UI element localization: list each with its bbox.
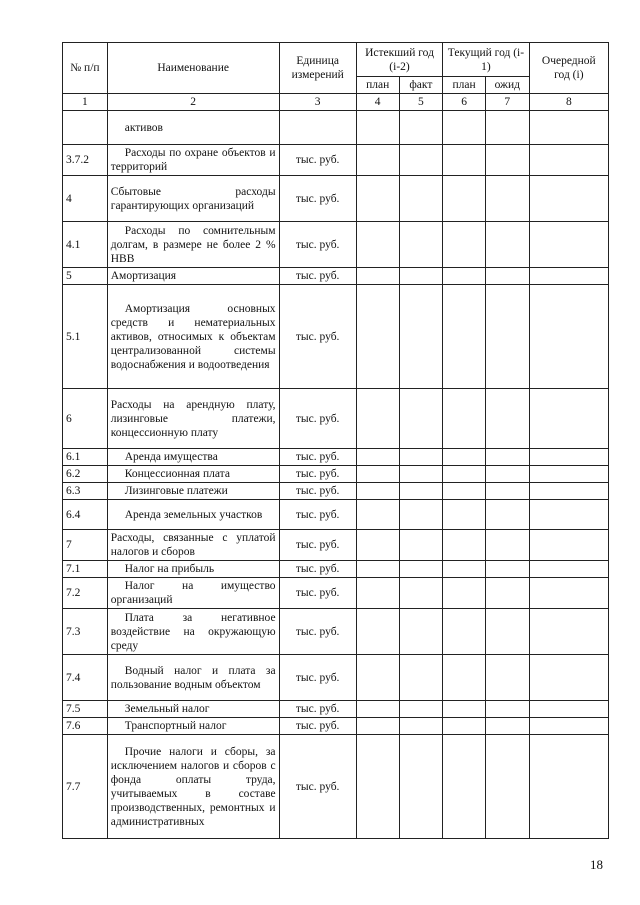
value-cell [443,389,486,449]
value-cell [356,222,399,268]
value-cell [356,578,399,609]
value-cell [443,718,486,735]
value-cell [399,268,443,285]
value-cell [529,111,608,145]
value-cell [443,222,486,268]
row-number: 7.6 [63,718,108,735]
value-cell [399,655,443,701]
col-number: 3 [279,94,356,111]
value-cell [356,655,399,701]
value-cell [485,701,529,718]
page-number: 18 [590,857,603,872]
table-row [63,609,609,655]
row-name: Амортизация основных средств и нематериальных активов, относимых к объектам централизованной системы водоснабжения и водоотведения [107,285,279,389]
value-cell [529,268,608,285]
value-cell [443,483,486,500]
row-name: Земельный налог [107,701,279,718]
value-cell [356,609,399,655]
value-cell [356,145,399,176]
row-number: 6.1 [63,449,108,466]
row-number: 7.7 [63,735,108,839]
value-cell [529,145,608,176]
row-unit: тыс. руб. [279,701,356,718]
col-number: 5 [399,94,443,111]
row-unit: тыс. руб. [279,389,356,449]
value-cell [356,111,399,145]
value-cell [399,111,443,145]
table-row [63,561,609,578]
header-name: Наименование [107,43,279,94]
row-name: Налог на имущество организаций [107,578,279,609]
value-cell [485,268,529,285]
row-number [63,111,108,145]
row-number: 7.2 [63,578,108,609]
row-number: 5.1 [63,285,108,389]
table-row [63,483,609,500]
value-cell [399,609,443,655]
row-name: Налог на прибыль [107,561,279,578]
value-cell [485,561,529,578]
value-cell [485,466,529,483]
value-cell [485,500,529,530]
value-cell [485,222,529,268]
value-cell [485,718,529,735]
value-cell [399,449,443,466]
table-row [63,578,609,609]
row-unit: тыс. руб. [279,718,356,735]
value-cell [529,655,608,701]
value-cell [529,500,608,530]
value-cell [485,530,529,561]
value-cell [356,561,399,578]
value-cell [529,578,608,609]
value-cell [485,389,529,449]
col-number: 6 [443,94,486,111]
row-unit: тыс. руб. [279,145,356,176]
header-plan-current: план [443,77,486,94]
row-unit: тыс. руб. [279,268,356,285]
col-number: 2 [107,94,279,111]
header-num: № п/п [63,43,108,94]
row-unit: тыс. руб. [279,530,356,561]
value-cell [529,483,608,500]
value-cell [485,285,529,389]
table-row [63,389,609,449]
value-cell [485,609,529,655]
row-name: Плата за негативное воздействие на окружающую среду [107,609,279,655]
value-cell [485,449,529,466]
row-name: Концессионная плата [107,466,279,483]
value-cell [356,718,399,735]
table-row [63,466,609,483]
row-name: Амортизация [107,268,279,285]
row-name: Аренда земельных участков [107,500,279,530]
value-cell [443,176,486,222]
row-unit: тыс. руб. [279,735,356,839]
value-cell [443,735,486,839]
value-cell [529,449,608,466]
table-row [63,268,609,285]
value-cell [399,222,443,268]
col-number: 8 [529,94,608,111]
table-row [63,500,609,530]
header-expected: ожид [485,77,529,94]
value-cell [443,655,486,701]
row-number: 7.1 [63,561,108,578]
value-cell [399,285,443,389]
value-cell [356,735,399,839]
row-number: 6.2 [63,466,108,483]
value-cell [356,285,399,389]
value-cell [356,449,399,466]
table-row [63,655,609,701]
value-cell [443,578,486,609]
header-fact: факт [399,77,443,94]
column-number-row [63,94,609,111]
value-cell [399,500,443,530]
row-unit: тыс. руб. [279,222,356,268]
row-name: активов [107,111,279,145]
header-next-year: Очередной год (i) [529,43,608,94]
value-cell [399,466,443,483]
value-cell [443,145,486,176]
value-cell [356,176,399,222]
col-number: 7 [485,94,529,111]
value-cell [356,530,399,561]
row-number: 3.7.2 [63,145,108,176]
table-row [63,718,609,735]
value-cell [529,285,608,389]
value-cell [529,222,608,268]
row-unit: тыс. руб. [279,285,356,389]
value-cell [356,701,399,718]
row-unit: тыс. руб. [279,449,356,466]
row-name: Прочие налоги и сборы, за исключением налогов и сборов с фонда оплаты труда, учитываемых в составе производственных, ремонтных и административных [107,735,279,839]
value-cell [399,578,443,609]
row-name: Сбытовые расходы гарантирующих организаций [107,176,279,222]
value-cell [485,735,529,839]
value-cell [399,735,443,839]
header-cur-year: Текущий год (i-1) [443,43,529,77]
row-name: Аренда имущества [107,449,279,466]
header-prev-year: Истекший год (i-2) [356,43,442,77]
row-number: 7 [63,530,108,561]
value-cell [356,268,399,285]
value-cell [399,561,443,578]
value-cell [399,701,443,718]
row-number: 7.5 [63,701,108,718]
row-number: 6 [63,389,108,449]
value-cell [399,718,443,735]
row-unit: тыс. руб. [279,578,356,609]
value-cell [485,655,529,701]
value-cell [356,500,399,530]
value-cell [399,389,443,449]
value-cell [529,466,608,483]
table-row [63,176,609,222]
row-number: 6.4 [63,500,108,530]
header-plan: план [356,77,399,94]
table-row [63,145,609,176]
expense-table [62,42,609,839]
row-unit: тыс. руб. [279,500,356,530]
row-unit [279,111,356,145]
value-cell [443,609,486,655]
value-cell [485,145,529,176]
row-number: 5 [63,268,108,285]
value-cell [485,483,529,500]
value-cell [399,483,443,500]
table-row [63,701,609,718]
table-row [63,111,609,145]
row-name: Транспортный налог [107,718,279,735]
value-cell [443,466,486,483]
value-cell [443,500,486,530]
table-body [63,111,609,839]
row-number: 7.3 [63,609,108,655]
value-cell [443,268,486,285]
value-cell [529,701,608,718]
value-cell [443,449,486,466]
table-row [63,285,609,389]
value-cell [356,389,399,449]
table-row [63,449,609,466]
value-cell [529,735,608,839]
table-row [63,530,609,561]
row-unit: тыс. руб. [279,483,356,500]
row-unit: тыс. руб. [279,176,356,222]
value-cell [529,561,608,578]
row-unit: тыс. руб. [279,561,356,578]
value-cell [356,466,399,483]
value-cell [443,285,486,389]
value-cell [529,530,608,561]
row-unit: тыс. руб. [279,466,356,483]
value-cell [443,111,486,145]
row-name: Расходы, связанные с уплатой налогов и сборов [107,530,279,561]
value-cell [529,176,608,222]
table-row [63,735,609,839]
value-cell [399,530,443,561]
value-cell [485,176,529,222]
value-cell [443,561,486,578]
row-name: Водный налог и плата за пользование водным объектом [107,655,279,701]
row-unit: тыс. руб. [279,609,356,655]
value-cell [443,530,486,561]
row-name: Расходы по охране объектов и территорий [107,145,279,176]
row-unit: тыс. руб. [279,655,356,701]
value-cell [399,145,443,176]
header-unit: Единица измерений [279,43,356,94]
row-number: 4 [63,176,108,222]
value-cell [485,578,529,609]
table-row [63,222,609,268]
row-name: Лизинговые платежи [107,483,279,500]
value-cell [443,701,486,718]
row-name: Расходы на арендную плату, лизинговые платежи, концессионную плату [107,389,279,449]
col-number: 1 [63,94,108,111]
value-cell [529,389,608,449]
row-number: 7.4 [63,655,108,701]
col-number: 4 [356,94,399,111]
value-cell [399,176,443,222]
row-number: 4.1 [63,222,108,268]
row-number: 6.3 [63,483,108,500]
value-cell [356,483,399,500]
value-cell [529,718,608,735]
value-cell [485,111,529,145]
row-name: Расходы по сомнительным долгам, в размере не более 2 % НВВ [107,222,279,268]
value-cell [529,609,608,655]
